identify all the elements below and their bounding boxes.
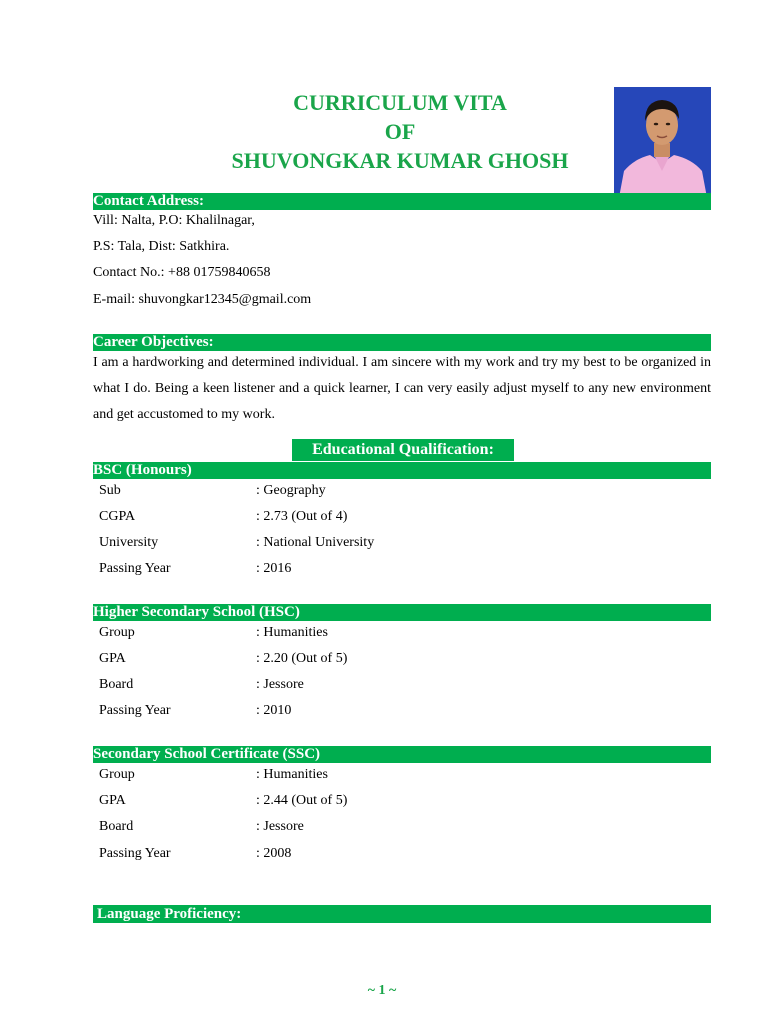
row-value: : 2.73 (Out of 4) xyxy=(256,509,348,524)
row-value: : National University xyxy=(256,535,375,550)
title-line-2: OF xyxy=(384,119,416,144)
ssc-row xyxy=(99,819,499,835)
row-value: : 2010 xyxy=(256,703,292,718)
bsc-row xyxy=(99,535,499,551)
row-value: : Humanities xyxy=(256,767,328,782)
row-value: : Geography xyxy=(256,483,326,498)
title-line-3: SHUVONGKAR KUMAR GHOSH xyxy=(231,148,569,173)
career-objectives-heading xyxy=(93,334,711,351)
bsc-heading-label: BSC (Honours) xyxy=(93,462,192,478)
bsc-heading xyxy=(93,462,711,479)
profile-photo xyxy=(614,87,711,203)
row-key: Group xyxy=(99,625,135,640)
ssc-heading-label: Secondary School Certificate (SSC) xyxy=(93,746,321,762)
row-value: : 2.44 (Out of 5) xyxy=(256,793,348,808)
bsc-row xyxy=(99,561,499,577)
title-line-1: CURRICULUM VITA xyxy=(293,90,507,115)
hsc-row xyxy=(99,651,499,667)
row-key: Passing Year xyxy=(99,703,171,718)
cv-title xyxy=(180,88,620,175)
address-line-2: P.S: Tala, Dist: Satkhira. xyxy=(93,239,230,254)
hsc-row xyxy=(99,703,499,719)
row-value: : 2016 xyxy=(256,561,292,576)
language-proficiency-heading-label: Language Proficiency: xyxy=(97,906,242,922)
ssc-row xyxy=(99,793,499,809)
bsc-row xyxy=(99,483,499,499)
contact-address-heading-label: Contact Address: xyxy=(93,193,204,209)
hsc-heading-label: Higher Secondary School (HSC) xyxy=(93,604,300,620)
row-key: Board xyxy=(99,677,134,692)
address-line-1: Vill: Nalta, P.O: Khalilnagar, xyxy=(93,213,255,228)
career-objectives-heading-label: Career Objectives: xyxy=(93,334,214,350)
row-key: University xyxy=(99,535,159,550)
bsc-row xyxy=(99,509,499,525)
row-value: : 2.20 (Out of 5) xyxy=(256,651,348,666)
language-proficiency-heading xyxy=(93,905,711,923)
profile-photo-image xyxy=(614,87,711,203)
contact-number: Contact No.: +88 01759840658 xyxy=(93,265,271,280)
row-key: Passing Year xyxy=(99,561,171,576)
row-key: Group xyxy=(99,767,135,782)
row-key: GPA xyxy=(99,651,126,666)
row-key: Board xyxy=(99,819,134,834)
row-value: : 2008 xyxy=(256,846,292,861)
ssc-row xyxy=(99,767,499,783)
career-objectives-text: I am a hardworking and determined individual. I am sincere with my work and try my best to be organized in what I do. Being a keen listener and a quick learner, I can very easily adjust myself to any new environment and get accustomed to my work. xyxy=(93,355,711,422)
row-value: : Jessore xyxy=(256,677,304,692)
row-key: Passing Year xyxy=(99,846,171,861)
row-key: GPA xyxy=(99,793,126,808)
ssc-row xyxy=(99,846,499,862)
email-address: E-mail: shuvongkar12345@gmail.com xyxy=(93,292,312,307)
contact-address-heading xyxy=(93,193,711,210)
hsc-row xyxy=(99,625,499,641)
row-key: Sub xyxy=(99,483,121,498)
row-value: : Jessore xyxy=(256,819,304,834)
row-value: : Humanities xyxy=(256,625,328,640)
educational-qualification-heading: Educational Qualification: xyxy=(292,439,514,461)
hsc-row xyxy=(99,677,499,693)
row-key: CGPA xyxy=(99,509,136,524)
ssc-heading xyxy=(93,746,711,763)
hsc-heading xyxy=(93,604,711,621)
page-number: ~ 1 ~ xyxy=(367,983,397,998)
